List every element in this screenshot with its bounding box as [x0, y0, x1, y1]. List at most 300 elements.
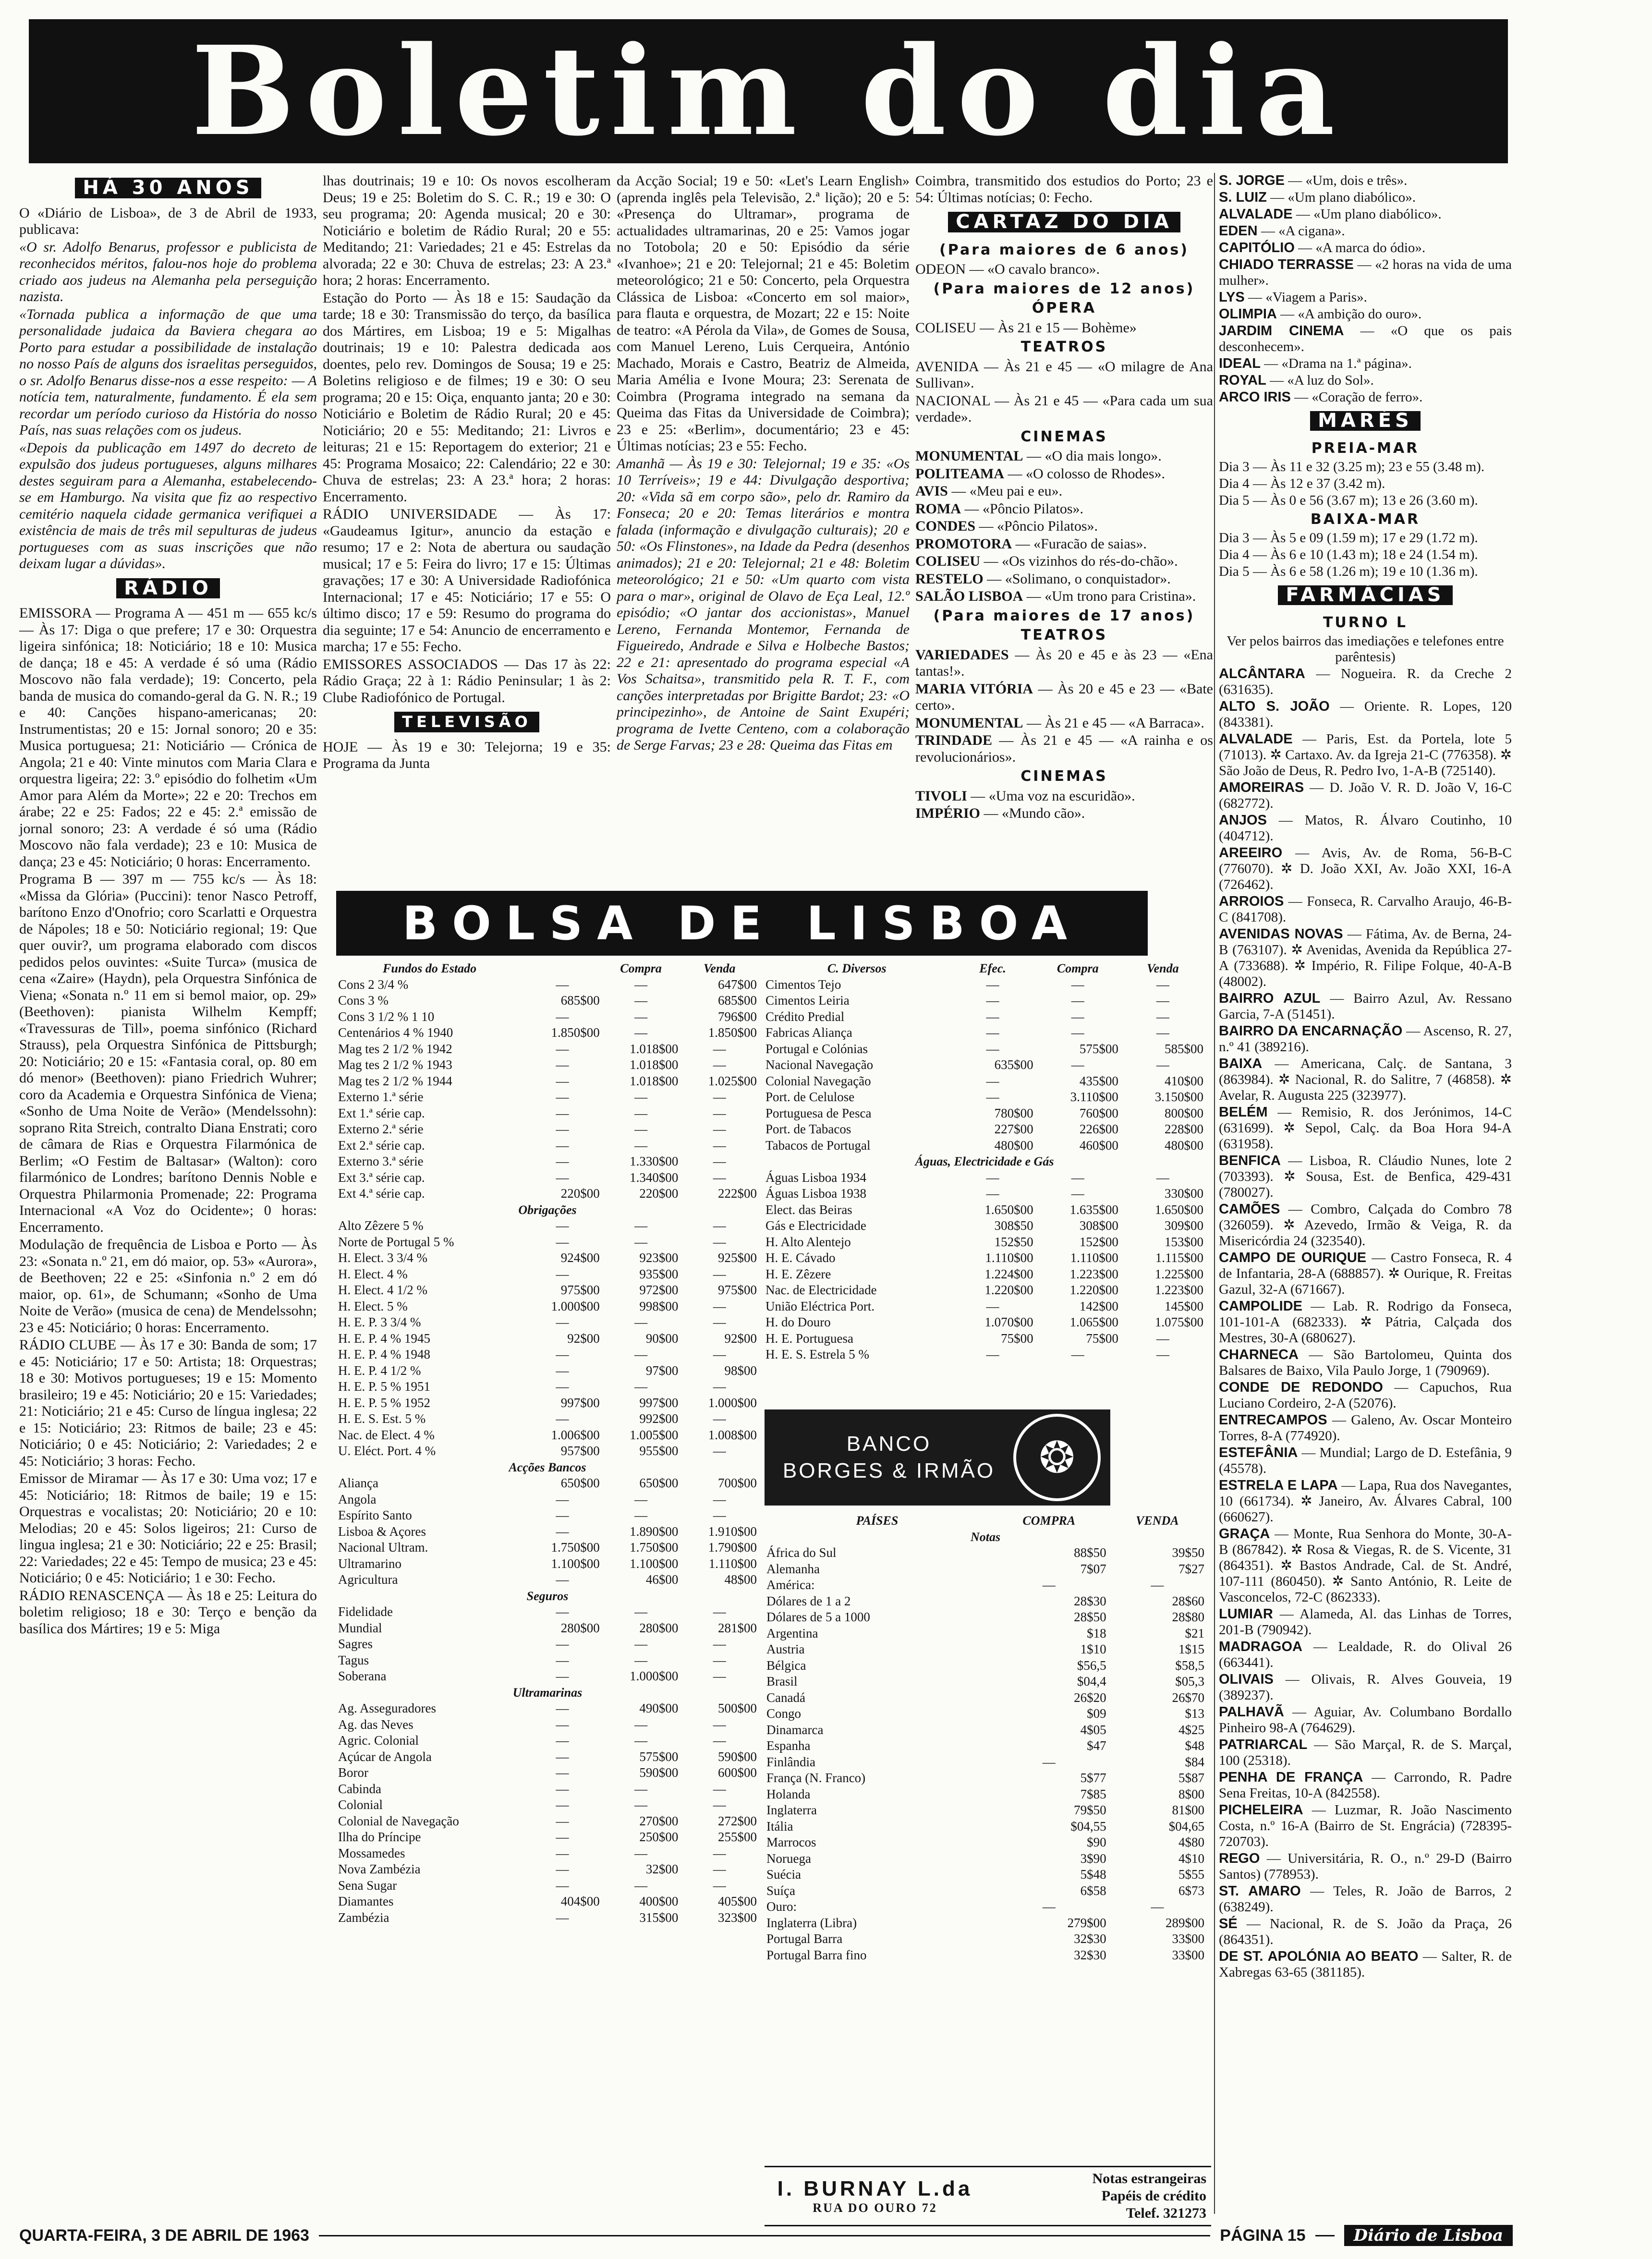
nacional: NACIONAL — Às 21 e 45 — «Para cada um sua verdade».	[915, 392, 1213, 425]
table-cell-value: —	[556, 1379, 569, 1394]
farmacia-item: BENFICA — Lisboa, R. Cláudio Nunes, lote 2 (703393). ✲ Sousa, Est. de Benfica, 429-431 (780027).	[1219, 1153, 1512, 1200]
table-cell-label: H. E. P. 5 % 1951	[338, 1379, 431, 1394]
maiores17: (Para maiores de 17 anos)	[933, 607, 1195, 624]
table-cell-value: 5$55	[1178, 1867, 1204, 1882]
section-label: Obrigações	[518, 1202, 577, 1217]
table-cell-label: Cons 3 %	[338, 993, 389, 1008]
table-cell-value: 222$00	[718, 1186, 757, 1201]
table-cell-value: —	[634, 1347, 648, 1361]
table-cell-value: —	[1042, 1578, 1056, 1592]
table-row	[764, 1057, 1205, 1073]
farmacia-item: LUMIAR — Alameda, Al. das Linhas de Torres, 201-B (790942).	[1219, 1606, 1512, 1638]
farmacia-item: MADRAGOA — Lealdade, R. do Olival 26 (663441).	[1219, 1639, 1512, 1670]
table-row	[765, 1593, 1206, 1610]
farmacia-item: GRAÇA — Monte, Rua Senhora do Monte, 30-A-B (867842). ✲ Rosa & Viegas, R. de S. Vicente, 31 (864351). ✲ Bastos Andrade, Cal. de St. André, 107-111 (860450). ✲ Santo António, R. Leite de Vasconcelos, 72-C (862333).	[1219, 1526, 1512, 1605]
table-cell-value: —	[556, 1749, 569, 1764]
farmacia-item: ANJOS — Matos, R. Álvaro Coutinho, 10 (404712).	[1219, 813, 1512, 844]
table-row	[764, 1331, 1205, 1347]
table-cell-value: 600$00	[718, 1765, 757, 1780]
table-cell-value: —	[713, 1717, 726, 1732]
table-cell-value: —	[713, 1138, 726, 1153]
table-cell-value: 972$00	[639, 1283, 679, 1297]
table-cell-label: Alto Zêzere 5 %	[338, 1218, 424, 1233]
farmacia-item: ALTO S. JOÃO — Oriente. R. Lopes, 120 (843381).	[1219, 699, 1512, 730]
section-row	[336, 1588, 759, 1604]
footer-page: PÁGINA 15	[1220, 2226, 1306, 2245]
table-row	[336, 1475, 759, 1492]
table-cell-label: Lisboa & Açores	[338, 1524, 426, 1539]
table-cell-value: —	[1071, 1170, 1084, 1185]
farmacia-item: PENHA DE FRANÇA — Carrondo, R. Padre Sena Freitas, 10-A (842558).	[1219, 1770, 1512, 1801]
farmacias-header: FARMÁCIAS	[1278, 585, 1452, 605]
table-cell-value: 460$00	[1079, 1138, 1118, 1153]
table-cell-label: Externo 2.ª série	[338, 1122, 424, 1136]
table-header: Venda	[703, 961, 736, 975]
table-cell-value: —	[1156, 993, 1169, 1008]
table-cell-value: —	[634, 1218, 648, 1233]
table-cell-label: Sena Sugar	[338, 1878, 397, 1893]
table-row	[765, 1867, 1206, 1883]
cinema-item: S. JORGE — «Um, dois e três».	[1219, 173, 1408, 188]
table-cell-value: —	[556, 1830, 569, 1844]
burnay-name: I. BURNAY L.da	[777, 2177, 973, 2200]
bolsa-left	[336, 960, 759, 1926]
table-row	[764, 1170, 1205, 1186]
table-cell-value: —	[713, 1057, 726, 1072]
table-header-row	[336, 960, 759, 977]
table-cell-value: 5$87	[1178, 1771, 1204, 1785]
table-row	[336, 1813, 759, 1830]
table-row	[764, 1202, 1205, 1218]
table-cell-value: 925$00	[718, 1251, 757, 1265]
table-cell-label: H. E. S. Estrela 5 %	[765, 1347, 869, 1361]
table-cell-label: Tagus	[338, 1652, 369, 1667]
table-cell-label: Congo	[766, 1706, 802, 1721]
table-cell-value: —	[556, 1347, 569, 1361]
column-4	[915, 173, 1213, 823]
table-row	[336, 1878, 759, 1894]
table-cell-label: Finlândia	[766, 1754, 815, 1769]
table-header-row	[764, 960, 1205, 977]
teatros2-list	[915, 647, 1213, 766]
table-cell-label: Colonial	[338, 1797, 383, 1812]
table-cell-value: 1.750$00	[630, 1540, 679, 1555]
table-cell-value: —	[713, 1604, 726, 1619]
table-row	[765, 1802, 1206, 1819]
farmacia-item: AVENIDAS NOVAS — Fátima, Av. de Berna, 24-B (763107). ✲ Avenidas, Avenida da República 27-A (733688). ✲ Império, R. Filipe Folque, 40-A-B (48002).	[1219, 926, 1512, 989]
radio-p5: Emissor de Miramar — Às 17 e 30: Uma voz; 17 e 45: Noticiário; 18: Ritmos de baile; 19 e 15: Orquestras e vocalistas; 20: Noticiário; 20 e 10: Melodias; 20 e 45: Solos ligeiros; 21: Curso de lingua inglesa; 21 e 30: Noticiário; 22 e 25: Brasil; 22: Variedades; 22 e 45: Tempo de musica; 23 e 45: Noticiário; 0 e 45: Noticiário; 1 e 30: Fecho.	[19, 1470, 317, 1586]
farmacia-item: PICHELEIRA — Luzmar, R. João Nascimento Costa, n.º 16-A (Bairro de St. Engrácia) (728395-720703).	[1219, 1802, 1512, 1849]
table-cell-value: —	[1042, 1899, 1056, 1914]
table-cell-value: —	[634, 1379, 648, 1394]
tide-item: Dia 5 — Às 0 e 56 (3.67 m); 13 e 26 (3.60 m).	[1219, 493, 1478, 508]
table-cell-value: —	[556, 1041, 569, 1056]
table-cell-label: Portugal e Colónias	[765, 1041, 868, 1056]
table-cell-value: $48	[1185, 1738, 1204, 1753]
table-cell-label: Port. de Tabacos	[765, 1122, 851, 1136]
section-row	[765, 1529, 1206, 1545]
burnay-addr: RUA DO OURO 72	[813, 2201, 937, 2215]
column-3	[617, 173, 910, 755]
table-row	[336, 1299, 759, 1315]
table-cell-label: H. Elect. 4 %	[338, 1266, 408, 1281]
table-cell-value: 1.225$00	[1154, 1266, 1203, 1281]
table-cell-label: Dólares de 1 a 2	[766, 1593, 851, 1608]
col3-p1: da Acção Social; 19 e 50: «Let's Learn English» (aprenda inglês pela Televisão, 2.ª lição); 20 e 5: «Presença do Ultramar», programa de actualidades ultramarinas, 20 e 25: Vamos jogar no Totobola; 20 e 50: Episódio da série «Ivanhoe»; 21 e 20: Telejornal; 21 e 45: Boletim meteorológico; 21 e 50: Concerto, pela Orquestra Clássica de Lisboa: «Concerto em sol maior», para flauta e orquestra, de Mozart; 22 e 15: Noite de teatro: «A Pérola da Vila», de Gomes de Sousa, com Manuel Lereno, Luis Cerqueira, António Machado, Morais e Castro, Beatriz de Almeida, Maria Amélia e Ivone Moura; 23: Serenata de Coimbra (Programa integrado na semana da Queima das Fitas da Universidade de Coimbra); 23 e 25: «Berlim», documentário; 23 e 45: Últimas notícias; 23 e 55: Fecho.	[617, 173, 910, 454]
table-cell-value: 145$00	[1165, 1299, 1203, 1313]
table-cell-value: —	[634, 1781, 648, 1796]
table-row	[336, 1620, 759, 1637]
section-label: Acções Bancos	[509, 1460, 586, 1474]
cinema-item: COLISEU — «Os vizinhos do rés-do-chão».	[915, 553, 1178, 569]
cinema-item: S. LUIZ — «Um plano diabólico».	[1219, 190, 1416, 205]
farmacias-list	[1219, 666, 1512, 1980]
farmacia-item: BELÉM — Remisio, R. dos Jerónimos, 14-C (631699). ✲ Sepol, Calç. da Boa Hora 94-A (631958).	[1219, 1105, 1512, 1152]
table-row	[336, 1846, 759, 1862]
table-cell-value: 280$00	[560, 1620, 600, 1635]
table-cell-label: Cabinda	[338, 1781, 381, 1796]
burnay-l2: Papéis de crédito	[1101, 2188, 1206, 2204]
table-row	[336, 1347, 759, 1363]
table-cell-value: —	[1071, 977, 1084, 992]
table-cell-label: Açúcar de Angola	[338, 1749, 432, 1764]
table-row	[336, 1025, 759, 1041]
table-cell-label: Agricultura	[338, 1572, 398, 1587]
table-cell-value: 3.110$00	[1070, 1090, 1118, 1104]
table-cell-value: 635$00	[994, 1057, 1033, 1072]
table-cell-label: Sagres	[338, 1637, 373, 1651]
footer-date: QUARTA-FEIRA, 3 DE ABRIL DE 1963	[19, 2226, 309, 2245]
table-cell-label: H. Alto Alentejo	[765, 1234, 851, 1249]
table-cell-value: —	[1156, 1170, 1169, 1185]
table-row	[764, 1250, 1205, 1266]
table-cell-label: H. E. Cávado	[765, 1251, 836, 1265]
table-cell-value: 1.008$00	[708, 1427, 757, 1442]
table-cell-value: $21	[1185, 1626, 1204, 1640]
farmacia-item: ESTRELA E LAPA — Lapa, Rua dos Navegantes, 10 (661734). ✲ Janeiro, Av. Álvares Cabral, 100 (660627).	[1219, 1478, 1512, 1525]
table-row	[336, 1507, 759, 1524]
tide-item: Dia 3 — Às 5 e 09 (1.59 m); 17 e 29 (1.72 m).	[1219, 530, 1478, 546]
table-row	[765, 1754, 1206, 1771]
table-cell-value: 1.115$00	[1155, 1251, 1203, 1265]
cinema-item: IMPÉRIO — «Mundo cão».	[915, 805, 1085, 821]
table-cell-value: 404$00	[560, 1894, 600, 1908]
table-row	[336, 1668, 759, 1685]
table-cell-value: 5$48	[1080, 1867, 1106, 1882]
table-cell-value: —	[556, 1266, 569, 1281]
table-cell-value: —	[634, 1025, 648, 1040]
cinema-item: CAPITÓLIO — «A marca do ódio».	[1219, 240, 1426, 255]
table-cell-value: —	[634, 1105, 648, 1120]
column-divider	[1214, 173, 1215, 2214]
table-cell-value: 1.750$00	[551, 1540, 600, 1555]
table-cell-value: 800$00	[1165, 1105, 1203, 1120]
table-cell-value: 226$00	[1079, 1122, 1118, 1136]
table-cell-value: —	[986, 1009, 999, 1024]
table-cell-value: —	[986, 993, 999, 1008]
cinema-item: ALVALADE — «Um plano diabólico».	[1219, 206, 1442, 222]
table-cell-value: 490$00	[639, 1701, 679, 1715]
cinema-item: ROYAL — «A luz do Sol».	[1219, 373, 1374, 388]
table-cell-value: 75$00	[1086, 1331, 1118, 1346]
table-cell-value: —	[556, 1862, 569, 1876]
table-cell-label: Boror	[338, 1765, 368, 1780]
table-row	[336, 1041, 759, 1057]
table-row	[764, 1186, 1205, 1202]
table-cell-value: —	[1156, 1347, 1169, 1361]
table-cell-value: 227$00	[994, 1122, 1033, 1136]
table-cell-value: —	[634, 1717, 648, 1732]
bolsa-mid-table	[764, 960, 1205, 1363]
table-row	[765, 1883, 1206, 1899]
section-row	[336, 1459, 759, 1476]
table-cell-value: 1.650$00	[1154, 1202, 1203, 1217]
table-cell-label: H. E. Zêzere	[765, 1266, 831, 1281]
table-cell-value: $58,5	[1175, 1658, 1204, 1673]
table-cell-value: 405$00	[718, 1894, 757, 1908]
table-cell-label: Mundial	[338, 1620, 382, 1635]
tv-p: HOJE — Às 19 e 30: Telejorna; 19 e 35: Programa da Junta	[323, 739, 611, 771]
table-cell-label: H. E. P. 4 % 1948	[338, 1347, 431, 1361]
table-cell-label: Tabacos de Portugal	[765, 1138, 871, 1153]
table-row	[764, 1089, 1205, 1105]
section-label: Águas, Electricidade e Gás	[915, 1154, 1054, 1168]
farmacia-item: PALHAVÃ — Aguiar, Av. Columbano Bordallo Pinheiro 98-A (764629).	[1219, 1704, 1512, 1736]
table-row	[336, 1009, 759, 1025]
table-cell-value: —	[986, 1170, 999, 1185]
table-cell-value: —	[556, 1073, 569, 1088]
cinema-item: MONUMENTAL — «O dia mais longo».	[915, 448, 1162, 464]
table-cell-value: 975$00	[718, 1283, 757, 1297]
farmacia-item: REGO — Universitária, R. O., n.º 29-D (Bairro Santos) (778953).	[1219, 1851, 1512, 1882]
table-cell-value: —	[1042, 1754, 1056, 1769]
table-cell-value: 780$00	[994, 1105, 1033, 1120]
table-cell-value: —	[634, 1652, 648, 1667]
table-cell-label: Águas Lisboa 1938	[765, 1186, 866, 1201]
table-cell-value: 142$00	[1079, 1299, 1118, 1313]
table-cell-label: U. Eléct. Port. 4 %	[338, 1444, 436, 1458]
col5-cinemas-list	[1219, 173, 1512, 405]
banco-line2: BORGES & IRMÃO	[782, 1459, 996, 1482]
table-cell-value: $56,5	[1077, 1658, 1106, 1673]
table-cell-value: $90	[1087, 1835, 1106, 1849]
table-cell-value: —	[1156, 977, 1169, 992]
table-row	[765, 1931, 1206, 1947]
table-cell-value: 39$50	[1172, 1545, 1204, 1560]
table-cell-value: —	[1156, 1009, 1169, 1024]
table-cell-value: —	[1156, 1025, 1169, 1040]
turno-note: Ver pelos bairros das imediações e telefones entre parêntesis)	[1227, 633, 1504, 665]
table-row	[764, 1105, 1205, 1122]
table-cell-value: 585$00	[1165, 1041, 1203, 1056]
table-cell-value: 1.223$00	[1069, 1266, 1118, 1281]
table-cell-label: Marrocos	[766, 1835, 816, 1849]
table-cell-value: —	[634, 1234, 648, 1249]
table-cell-value: 1.850$00	[708, 1025, 757, 1040]
table-cell-value: —	[713, 1299, 726, 1313]
table-cell-value: 1$15	[1178, 1642, 1204, 1656]
table-row	[764, 1347, 1205, 1363]
table-row	[336, 1572, 759, 1588]
table-cell-value: 1.910$00	[708, 1524, 757, 1539]
table-cell-value: —	[556, 1492, 569, 1506]
table-cell-value: 1.110$00	[1070, 1251, 1118, 1265]
table-row	[336, 1331, 759, 1347]
table-row	[764, 1299, 1205, 1315]
radio-p4: RÁDIO CLUBE — Às 17 e 30: Banda de som; 17 e 45: Noticiário; 17 e 50: Artista; 18: Orquestras; 18 e 30: Motivos portugueses; 19 e 15: Momento brasileiro; 19 e 45: Noticiário; 20 e 15: Variedades; 21: Noticiário; 21 e 45: Curso de língua inglesa; 22 e 15: Noticiário; 23: Ritmos de baile; 23 e 45: Noticiário; 0 e 45: Noticiário; 2: Variedades; 2 e 45: Noticiário; 3 horas: Fecho.	[19, 1337, 317, 1469]
table-cell-value: 975$00	[560, 1283, 600, 1297]
table-cell-value: 480$00	[1165, 1138, 1203, 1153]
cinemas2-list	[915, 788, 1213, 822]
table-cell-value: —	[713, 1090, 726, 1104]
table-row	[765, 1915, 1206, 1931]
table-cell-value: —	[713, 1444, 726, 1458]
table-cell-value: —	[556, 1813, 569, 1828]
cinema-item: RESTELO — «Solimano, o conquistador».	[915, 571, 1171, 587]
table-cell-value: 410$00	[1165, 1073, 1203, 1088]
table-row	[336, 1652, 759, 1669]
table-cell-value: 1.110$00	[708, 1556, 757, 1571]
table-row	[764, 1009, 1205, 1025]
table-cell-value: 1.005$00	[630, 1427, 679, 1442]
table-cell-value: —	[1071, 1057, 1084, 1072]
table-cell-value: 997$00	[560, 1395, 600, 1410]
cinema-item: CHIADO TERRASSE — «2 horas na vida de uma mulher».	[1219, 257, 1512, 288]
cinemas2-header: CINEMAS	[1020, 768, 1108, 785]
table-cell-value: 400$00	[639, 1894, 679, 1908]
table-cell-value: 796$00	[718, 1009, 757, 1024]
table-cell-label: Suécia	[766, 1867, 801, 1882]
table-cell-label: América:	[766, 1578, 815, 1592]
table-cell-label: União Eléctrica Port.	[765, 1299, 875, 1313]
teatro-item: VARIEDADES — Às 20 e 45 e às 23 — «Ena tantas!».	[915, 646, 1213, 679]
tide-item: Dia 3 — Às 11 e 32 (3.25 m); 23 e 55 (3.48 m).	[1219, 459, 1485, 474]
table-cell-value: —	[634, 1508, 648, 1522]
table-cell-value: 90$00	[645, 1331, 679, 1346]
table-cell-label: Nacional Ultram.	[338, 1540, 428, 1555]
table-cell-label: Soberana	[338, 1669, 387, 1683]
table-row	[765, 1738, 1206, 1754]
table-row	[336, 1894, 759, 1910]
table-cell-value: —	[713, 1781, 726, 1796]
table-row	[764, 993, 1205, 1009]
table-cell-value: 28$30	[1074, 1593, 1106, 1608]
table-cell-label: Nova Zambézia	[338, 1862, 421, 1876]
banco-borges-ad	[765, 1409, 1110, 1506]
table-row	[336, 1057, 759, 1073]
table-cell-value: 255$00	[718, 1830, 757, 1844]
radio-header: RÁDIO	[116, 578, 220, 599]
table-cell-value: 250$00	[639, 1830, 679, 1844]
burnay-tel: Telef. 321273	[1126, 2205, 1206, 2221]
table-header: C. Diversos	[827, 961, 887, 975]
table-cell-value: 88$50	[1074, 1545, 1106, 1560]
table-cell-label: Holanda	[766, 1786, 811, 1801]
table-cell-value: $13	[1185, 1706, 1204, 1721]
table-header: Compra	[620, 961, 662, 975]
table-cell-value: 330$00	[1165, 1186, 1203, 1201]
cinema-item: JARDIM CINEMA — «O que os pais desconhecem».	[1219, 323, 1512, 354]
table-cell-label: Ilha do Príncipe	[338, 1830, 421, 1844]
table-cell-label: Águas Lisboa 1934	[765, 1170, 866, 1185]
col2-p3: RÁDIO UNIVERSIDADE — Às 17: «Gaudeamus Igitur», anuncio da estação e resumo; 17 e 2: Nota de abertura ou saudação musical; 17 e 5: Feira do livro; 17 e 15: Últimas gravações; 17 e 30: A Universidade Radiofónica Internacional; 17 e 45: Noticiário; 17 e 55: O último disco; 17 e 59: Resumo do programa do dia seguinte; 17 e 54: Anuncio de encerramento e marcha; 17 e 55: Fecho.	[323, 506, 611, 655]
section-row	[336, 1202, 759, 1218]
table-cell-value: 152$00	[1079, 1234, 1118, 1249]
table-cell-value: 1.223$00	[1154, 1283, 1203, 1297]
table-header: VENDA	[1136, 1514, 1179, 1528]
table-cell-value: —	[556, 1604, 569, 1619]
mares-header: MARÉS	[1310, 411, 1421, 431]
table-cell-value: 1.075$00	[1154, 1315, 1203, 1329]
radio-p2: Programa B — 397 m — 755 kc/s — Às 18: «Missa da Glória» (Puccini): tenor Nasco Petroff, barítono Enzo d'Onofrio; coro Scarlatti e Orquestra de Nápoles; 18 e 50: Noticiário regional; 19: Que quer ouvir?, um programa elaborado com discos pedidos pelos ouvintes: «Suite Turca» (musica de cena «Zaire» (Haydn), pela Orquestra Sinfónica de Viena; «Sonata n.º 11 em si bemol maior, op. 29» (Beethoven): pianista Wilhelm Kempff; «Travessuras de Till», poema sinfónico (Richard Strauss), pela Orquestra Sinfónica de Pittsburgh; 20: Noticiário; 20 e 15: «Fantasia coral, op. 80 em dó menor» (Beethoven): piano Friedrich Wuhrer; coro da Academia e Orquestra Sinfónica de Viena; «Sonho de Uma Noite de Verão» (Mendelssohn): soprano Rita Streich, contralto Diana Enstrati; coro de câmara de Rias e Orquestra Filarmónica de Berlim; «O Festim de Baltasar» (Walton): coro filarmónico de Londres; barítono Dennis Noble e Orquestra Philarmonia Promenade; 22: Programa Internacional «A Voz do Ocidente»; 0 horas: Encerramento.	[19, 871, 317, 1235]
table-cell-value: 1.018$00	[630, 1057, 679, 1072]
table-cell-value: —	[556, 1846, 569, 1860]
table-cell-value: 1.850$00	[551, 1025, 600, 1040]
table-cell-value: —	[713, 1508, 726, 1522]
table-cell-value: —	[556, 1411, 569, 1426]
table-cell-value: 1.220$00	[984, 1283, 1033, 1297]
table-cell-label: Ext 2.ª série cap.	[338, 1138, 425, 1153]
table-row	[336, 1492, 759, 1508]
cinema-item: OLIMPIA — «A ambição do ouro».	[1219, 306, 1422, 322]
table-cell-value: —	[634, 1138, 648, 1153]
table-cell-value: —	[986, 1073, 999, 1088]
table-cell-value: —	[634, 1846, 648, 1860]
table-row	[764, 1218, 1205, 1234]
table-row	[764, 1041, 1205, 1057]
table-cell-value: $84	[1185, 1754, 1204, 1769]
table-cell-value: 647$00	[718, 977, 757, 992]
table-cell-value: 92$00	[724, 1331, 757, 1346]
table-cell-value: 32$00	[645, 1862, 679, 1876]
masthead	[29, 19, 1508, 163]
table-cell-value: —	[634, 1733, 648, 1748]
table-cell-value: 700$00	[718, 1476, 757, 1490]
baixa-list	[1219, 530, 1512, 580]
teatros-header: TEATROS	[1020, 339, 1108, 355]
table-cell-label: Cons 2 3/4 %	[338, 977, 409, 992]
table-cell-value: —	[556, 1669, 569, 1683]
table-cell-value: —	[713, 1492, 726, 1506]
baixa-header: BAIXA-MAR	[1310, 511, 1421, 528]
footer	[19, 2223, 1513, 2247]
footer-rule-2	[1315, 2235, 1335, 2236]
table-cell-label: Itália	[766, 1819, 793, 1834]
cinemas-list	[915, 448, 1213, 605]
bolsa-mid	[764, 960, 1205, 1363]
table-row	[765, 1641, 1206, 1658]
table-cell-value: —	[1071, 1186, 1084, 1201]
table-cell-value: —	[713, 1234, 726, 1249]
section-label: Notas	[970, 1530, 1001, 1544]
table-cell-label: Alemanha	[766, 1561, 820, 1576]
table-row	[764, 1121, 1205, 1138]
table-cell-value: —	[634, 1315, 648, 1329]
table-cell-value: $05,3	[1175, 1674, 1204, 1688]
table-cell-value: 685$00	[718, 993, 757, 1008]
ha30-header: HÁ 30 ANOS	[75, 178, 261, 198]
table-cell-value: 308$50	[994, 1218, 1033, 1233]
table-cell-value: 1.018$00	[630, 1073, 679, 1088]
table-cell-value: —	[634, 977, 648, 992]
farmacia-item: ENTRECAMPOS — Galeno, Av. Oscar Monteiro Torres, 8-A (774920).	[1219, 1412, 1512, 1444]
table-row	[336, 1218, 759, 1234]
table-cell-label: Ag. Asseguradores	[338, 1701, 436, 1715]
farmacia-item: AREEIRO — Avis, Av. de Roma, 56-B-C (776070). ✲ D. João XXI, Av. João XXI, 16-A (726462).	[1219, 845, 1512, 892]
table-row	[765, 1770, 1206, 1786]
table-header-row	[765, 1513, 1206, 1529]
table-cell-value: —	[556, 1910, 569, 1925]
